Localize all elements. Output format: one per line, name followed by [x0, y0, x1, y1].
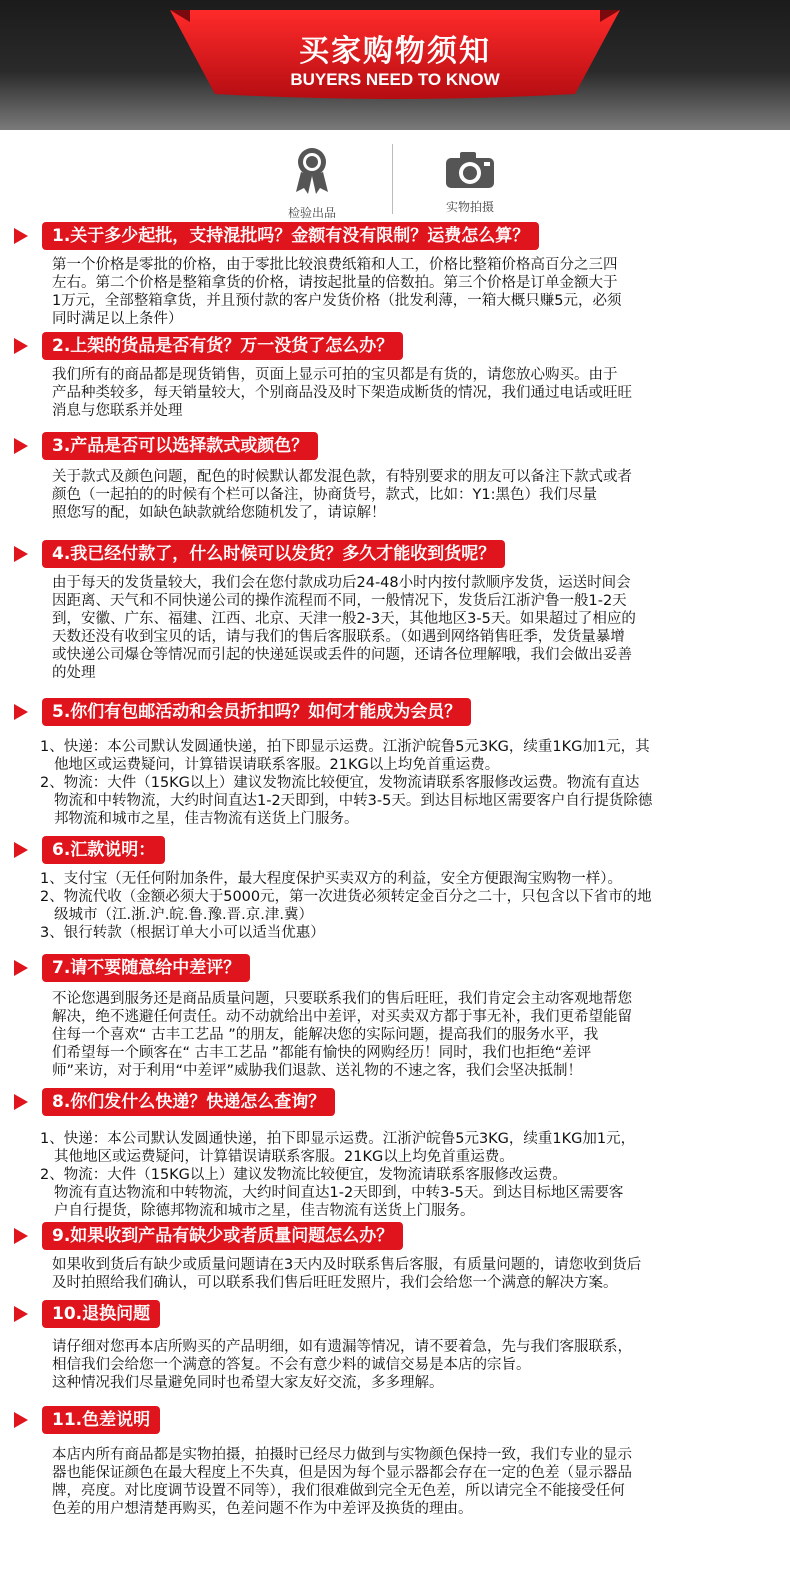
section-body — [40, 1130, 765, 1220]
section-title: 10.退换问题 — [42, 1300, 160, 1328]
page-header — [0, 0, 790, 130]
body-line: 这种情况我们尽量避免同时也希望大家友好交流，多多理解。 — [52, 1375, 444, 1391]
body-line: 邦物流和城市之星，佳吉物流有送货上门服务。 — [54, 811, 359, 827]
section-title: 7.请不要随意给中差评？ — [42, 954, 250, 982]
bullet-arrow-icon — [14, 546, 28, 562]
bullet-arrow-icon — [14, 1306, 28, 1322]
body-line: 相信我们会给您一个满意的答复。不会有意少料的诚信交易是本店的宗旨。 — [52, 1357, 531, 1373]
body-line: 的处理 — [52, 665, 96, 681]
body-line: 师”来访，对于利用“中差评”威胁我们退款、送礼物的不速之客，我们会坚决抵制！ — [52, 1063, 583, 1079]
body-line: 户自行提货，除德邦物流和城市之星，佳吉物流有送货上门服务。 — [54, 1203, 475, 1219]
body-line: 本店内所有商品都是实物拍摄，拍摄时已经尽力做到与实物颜色保持一致，我们专业的显示 — [52, 1447, 632, 1463]
section-title: 2.上架的货品是否有货？万一没货了怎么办？ — [42, 332, 403, 360]
bullet-arrow-icon — [14, 704, 28, 720]
section-body — [52, 1446, 777, 1518]
camera-icon — [444, 175, 496, 194]
section-title: 5.你们有包邮活动和会员折扣吗？如何才能成为会员？ — [42, 698, 471, 726]
section-body — [52, 366, 777, 420]
bullet-arrow-icon — [14, 842, 28, 858]
body-line: 因距离、天气和不同快递公司的操作流程而不同，一般情况下，发货后江浙沪鲁一般1-2天 — [52, 593, 627, 609]
body-line: 到，安徽、广东、福建、江西、北京、天津一般2-3天，其他地区3-5天。如果超过了相应的 — [52, 611, 636, 627]
body-line: 及时拍照给我们确认，可以联系我们售后旺旺发照片，我们会给您一个满意的解决方案。 — [52, 1275, 618, 1291]
section-title: 11.色差说明 — [42, 1406, 160, 1434]
body-line: 其他地区或运费疑问，计算错误请联系客服。21KG以上均免首重运费。 — [54, 1149, 514, 1165]
body-line: 物流有直达物流和中转物流，大约时间直达1-2天即到，中转3-5天。到达目标地区需要客 — [54, 1185, 624, 1201]
section-title: 6.汇款说明： — [42, 836, 165, 864]
bullet-arrow-icon — [14, 228, 28, 244]
body-line: 色差的用户想清楚再购买，色差问题不作为中差评及换货的理由。 — [52, 1501, 473, 1517]
body-line: 们希望每一个顾客在“ 古丰工艺品 ”都能有愉快的网购经历！同时，我们也拒绝“差评 — [52, 1045, 592, 1061]
body-line: 1万元，全部整箱拿货，并且预付款的客户发货价格（批发利薄，一箱大概只赚5元，必须 — [52, 293, 622, 309]
body-line: 或快递公司爆仓等情况而引起的快递延误或丢件的问题，还请各位理解哦，我们会做出妥善 — [52, 647, 632, 663]
award-ribbon-icon — [292, 181, 332, 200]
section-body — [52, 574, 777, 682]
page-subtitle: BUYERS NEED TO KNOW — [290, 70, 500, 89]
title-banner — [170, 8, 620, 100]
body-line: 1、快递：本公司默认发圆通快递，拍下即显示运费。江浙沪皖鲁5元3KG，续重1KG加1元，其 — [40, 739, 650, 755]
body-line: 照您写的配，如缺色缺款就给您随机发了，请谅解！ — [52, 505, 386, 521]
badge-divider — [392, 144, 393, 214]
badge-label: 实物拍摄 — [445, 200, 494, 214]
page-title: 买家购物须知 — [299, 34, 491, 69]
body-line: 物流和中转物流，大约时间直达1-2天即到，中转3-5天。到达目标地区需要客户自行提货除德 — [54, 793, 653, 809]
body-line: 2、物流代收（金额必须大于5000元，第一次进货必须转定金百分之二十，只包含以下省市的地 — [40, 889, 652, 905]
section-title: 1.关于多少起批，支持混批吗？金额有没有限制？运费怎么算？ — [42, 222, 539, 250]
body-line: 第一个价格是零批的价格，由于零批比较浪费纸箱和人工，价格比整箱价格高百分之三四 — [52, 257, 618, 273]
section-body — [52, 1338, 777, 1392]
body-line: 2、物流：大件（15KG以上）建议发物流比较便宜，发物流请联系客服修改运费。 — [40, 1167, 567, 1183]
section-title: 4.我已经付款了，什么时候可以发货？多久才能收到货呢？ — [42, 540, 505, 568]
section-title: 3.产品是否可以选择款式或颜色？ — [42, 432, 318, 460]
body-line: 请仔细对您再本店所购买的产品明细，如有遗漏等情况，请不要着急，先与我们客服联系， — [52, 1339, 632, 1355]
bullet-arrow-icon — [14, 1094, 28, 1110]
bullet-arrow-icon — [14, 438, 28, 454]
body-line: 住每一个喜欢“ 古丰工艺品 ”的朋友，能解决您的实际问题，提高我们的服务水平，我 — [52, 1027, 599, 1043]
body-line: 2、物流：大件（15KG以上）建议发物流比较便宜，发物流请联系客服修改运费。物流有直达 — [40, 775, 640, 791]
body-line: 级城市（江.浙.沪.皖.鲁.豫.晋.京.津.冀） — [54, 907, 313, 923]
body-line: 由于每天的发货量较大，我们会在您付款成功后24-48小时内按付款顺序发货，运送时间会 — [52, 575, 631, 591]
section-body — [52, 990, 777, 1080]
bullet-arrow-icon — [14, 1228, 28, 1244]
body-line: 颜色（一起拍的的时候有个栏可以备注，协商货号，款式，比如：Y1:黑色）我们尽量 — [52, 487, 597, 503]
body-line: 解决，绝不逃避任何责任。动不动就给出中差评，对买卖双方都于事无补，我们更希望能留 — [52, 1009, 632, 1025]
section-body — [40, 738, 765, 828]
bullet-arrow-icon — [14, 1412, 28, 1428]
badge-label: 检验出品 — [287, 206, 336, 220]
badge-real-photo — [420, 150, 520, 215]
body-line: 天数还没有收到宝贝的话，请与我们的售后客服联系。（如遇到网络销售旺季，发货量暴增 — [52, 629, 625, 645]
body-line: 3、银行转款（根据订单大小可以适当优惠） — [40, 925, 325, 941]
body-line: 如果收到货后有缺少或质量问题请在3天内及时联系售后客服，有质量问题的，请您收到货后 — [52, 1257, 642, 1273]
body-line: 1、支付宝（无任何附加条件，最大程度保护买卖双方的利益，安全方便跟淘宝购物一样）。 — [40, 871, 622, 887]
body-line: 器也能保证颜色在最大程度上不失真，但是因为每个显示器都会存在一定的色差（显示器品 — [52, 1465, 632, 1481]
section-title: 9.如果收到产品有缺少或者质量问题怎么办？ — [42, 1222, 403, 1250]
body-line: 他地区或运费疑问，计算错误请联系客服。21KG以上均免首重运费。 — [54, 757, 500, 773]
badge-row — [0, 140, 790, 220]
body-line: 产品种类较多，每天销量较大，个别商品没及时下架造成断货的情况，我们通过电话或旺旺 — [52, 385, 632, 401]
badge-inspected — [262, 146, 362, 221]
bullet-arrow-icon — [14, 960, 28, 976]
bullet-arrow-icon — [14, 338, 28, 354]
body-line: 我们所有的商品都是现货销售，页面上显示可拍的宝贝都是有货的，请您放心购买。由于 — [52, 367, 618, 383]
body-line: 牌，亮度。对比度调节设置不同等），我们很难做到完全无色差，所以请完全不能接受任何 — [52, 1483, 625, 1499]
body-line: 关于款式及颜色问题，配色的时候默认都发混色款，有特别要求的朋友可以备注下款式或者 — [52, 469, 632, 485]
section-body — [52, 468, 777, 522]
body-line: 不论您遇到服务还是商品质量问题，只要联系我们的售后旺旺，我们肯定会主动客观地帮您 — [52, 991, 632, 1007]
section-body — [52, 256, 777, 328]
body-line: 左右。第二个价格是整箱拿货的价格，请按起批量的倍数拍。第三个价格是订单金额大于 — [52, 275, 618, 291]
section-body — [52, 1256, 777, 1292]
body-line: 同时满足以上条件） — [52, 311, 183, 327]
section-title: 8.你们发什么快递？快递怎么查询？ — [42, 1088, 335, 1116]
section-body — [40, 870, 765, 942]
body-line: 1、快递：本公司默认发圆通快递，拍下即显示运费。江浙沪皖鲁5元3KG，续重1KG加1元， — [40, 1131, 636, 1147]
body-line: 消息与您联系并处理 — [52, 403, 183, 419]
